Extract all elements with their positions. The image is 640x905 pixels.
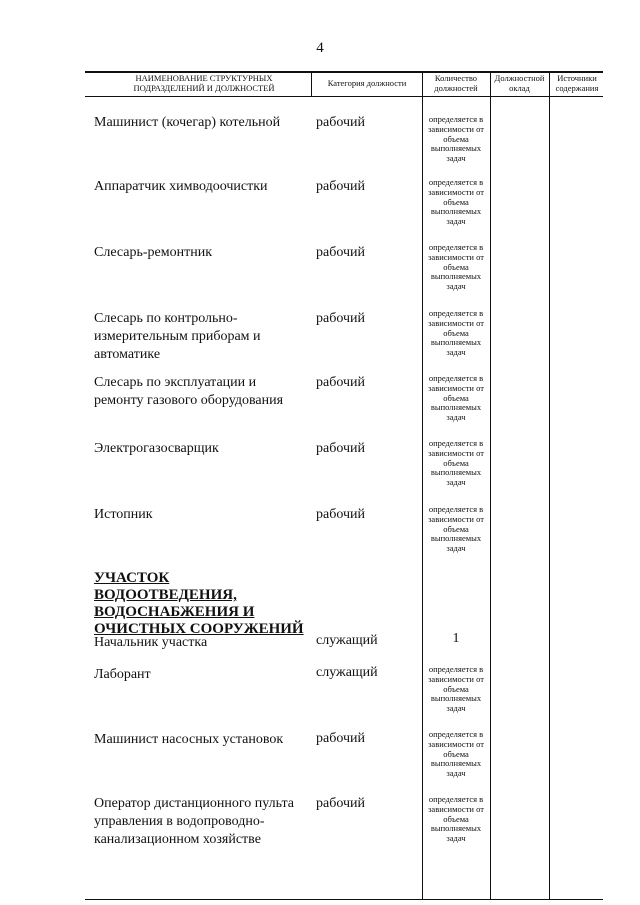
row-name: Оператор дистанционного пульта управления в водопроводно-канализационном хозяйстве xyxy=(94,796,295,847)
table-bottom-border xyxy=(85,899,603,900)
page-number: 4 xyxy=(316,40,324,56)
row-quantity: определяется в зависимости от объема выполняемых задач xyxy=(428,242,484,292)
row-quantity: определяется в зависимости от объема выполняемых задач xyxy=(428,438,484,488)
row-category: рабочий xyxy=(316,245,365,260)
column-divider-3 xyxy=(490,72,491,900)
row-category: рабочий xyxy=(316,507,365,522)
row-category: служащий xyxy=(316,665,378,680)
row-name: Начальник участка xyxy=(94,635,208,650)
row-quantity: определяется в зависимости от объема выполняемых задач xyxy=(428,308,484,358)
header-name: НАИМЕНОВАНИЕ СТРУКТУРНЫХ ПОДРАЗДЕЛЕНИЙ И ДОЛЖНОСТЕЙ xyxy=(133,73,275,93)
row-quantity: определяется в зависимости от объема выполняемых задач xyxy=(428,729,484,779)
row-category: служащий xyxy=(316,633,378,648)
header-quantity: Количество должностей xyxy=(434,73,478,93)
row-name: Слесарь по эксплуатации и ремонту газового оборудования xyxy=(94,375,284,408)
row-category: рабочий xyxy=(316,115,365,130)
row-quantity: определяется в зависимости от объема выполняемых задач xyxy=(428,664,484,714)
row-category: рабочий xyxy=(316,375,365,390)
row-quantity: определяется в зависимости от объема выполняемых задач xyxy=(428,177,484,227)
row-quantity: 1 xyxy=(452,631,460,646)
row-name: Электрогазосварщик xyxy=(94,441,219,456)
row-name: Истопник xyxy=(94,507,153,522)
row-name: Машинист (кочегар) котельной xyxy=(94,115,281,130)
section-title: УЧАСТОК ВОДООТВЕДЕНИЯ, ВОДОСНАБЖЕНИЯ И ОЧИСТНЫХ СООРУЖЕНИЙ xyxy=(94,570,304,637)
header-category: Категория должности xyxy=(327,78,407,88)
row-name: Слесарь по контрольно-измерительным приборам и автоматике xyxy=(94,311,261,362)
row-quantity: определяется в зависимости от объема выполняемых задач xyxy=(428,114,484,164)
column-divider-2 xyxy=(422,72,423,900)
row-quantity: определяется в зависимости от объема выполняемых задач xyxy=(428,373,484,423)
row-category: рабочий xyxy=(316,311,365,326)
row-quantity: определяется в зависимости от объема выполняемых задач xyxy=(428,794,484,844)
header-sources: Источники содержания xyxy=(555,73,599,93)
row-name: Лаборант xyxy=(94,667,151,682)
header-salary: Должностной оклад xyxy=(494,73,545,93)
row-name: Слесарь-ремонтник xyxy=(94,245,213,260)
row-category: рабочий xyxy=(316,441,365,456)
row-category: рабочий xyxy=(316,796,365,811)
column-divider-4 xyxy=(549,72,550,900)
row-name: Аппаратчик химводоочистки xyxy=(94,179,268,194)
row-quantity: определяется в зависимости от объема выполняемых задач xyxy=(428,504,484,554)
row-category: рабочий xyxy=(316,179,365,194)
row-name: Машинист насосных установок xyxy=(94,732,284,747)
row-category: рабочий xyxy=(316,731,365,746)
column-divider-1 xyxy=(311,72,312,97)
